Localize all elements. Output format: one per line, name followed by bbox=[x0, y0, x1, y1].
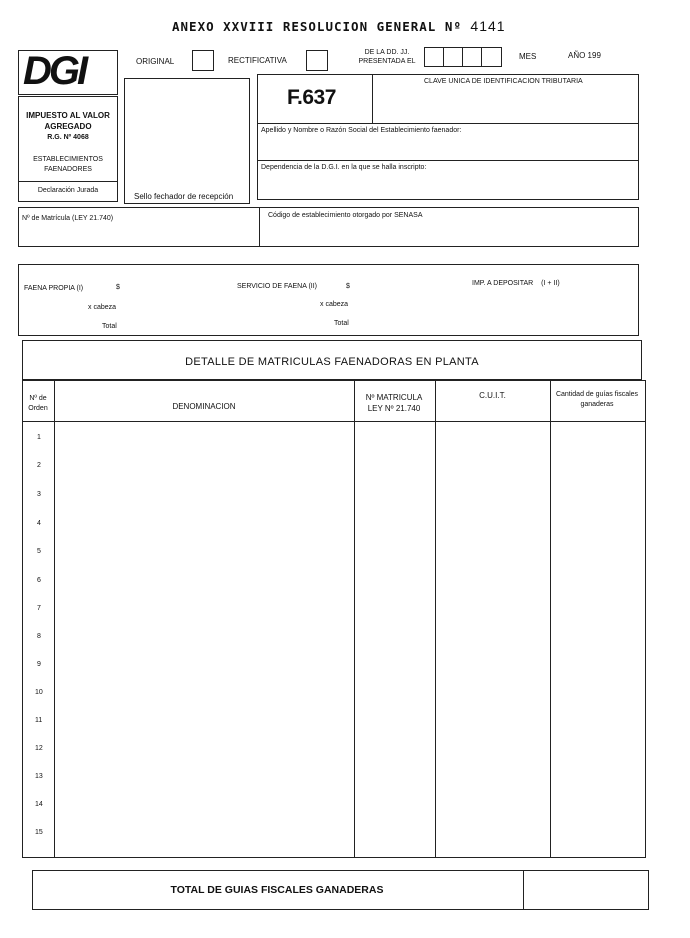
imp-depositar-text: IMP. A DEPOSITAR bbox=[472, 280, 534, 287]
cuit-field[interactable] bbox=[373, 90, 635, 120]
original-label: ORIGINAL bbox=[136, 57, 175, 66]
form-number: F.637 bbox=[287, 86, 336, 109]
imp-depositar-formula: (I + II) bbox=[541, 280, 560, 287]
col-orden-header: Nº de Orden bbox=[28, 395, 48, 412]
dgi-logo: DGI bbox=[23, 49, 86, 93]
table-row-number: 13 bbox=[35, 773, 43, 780]
senasa-field[interactable] bbox=[262, 222, 636, 244]
total-label: TOTAL DE GUIAS FISCALES GANADERAS bbox=[170, 884, 384, 896]
sello-box bbox=[124, 78, 250, 204]
anio-label: AÑO 199 bbox=[568, 51, 601, 60]
servicio-faena-label: SERVICIO DE FAENA (II) bbox=[237, 283, 318, 290]
servicio-faena-total: Total bbox=[334, 320, 349, 327]
table-row-number: 5 bbox=[37, 548, 41, 555]
impuesto-line4: ESTABLECIMIENTOS bbox=[33, 156, 103, 163]
table-row-number: 15 bbox=[35, 829, 43, 836]
servicio-faena-cabeza: x cabeza bbox=[320, 301, 349, 308]
faena-propia-dollar: $ bbox=[116, 284, 120, 291]
form-title-number: 4141 bbox=[470, 18, 506, 34]
guias-column-field[interactable] bbox=[551, 422, 644, 856]
table-row-number: 7 bbox=[37, 605, 41, 612]
matricula-label: Nº de Matrícula (LEY 21.740) bbox=[22, 215, 114, 222]
table-row-number: 2 bbox=[37, 462, 41, 469]
impuesto-line3: R.G. Nº 4068 bbox=[47, 134, 89, 141]
presentada-label-1: DE LA DD. JJ. bbox=[364, 49, 410, 56]
col-matricula-header-1: Nº MATRICULA bbox=[365, 393, 423, 402]
faena-propia-label: FAENA PROPIA (I) bbox=[24, 285, 84, 292]
form-title-text: ANEXO XXVIII RESOLUCION GENERAL Nº bbox=[172, 19, 462, 34]
dependencia-label: Dependencia de la D.G.I. en la que se halla inscripto: bbox=[261, 164, 427, 171]
table-row-number: 10 bbox=[35, 689, 43, 696]
cuit-label: CLAVE UNICA DE IDENTIFICACION TRIBUTARIA bbox=[424, 78, 583, 85]
table-row-number: 4 bbox=[37, 520, 41, 527]
form-title bbox=[172, 18, 506, 34]
table-row-number: 11 bbox=[35, 717, 43, 724]
sello-label: Sello fechador de recepción bbox=[134, 192, 234, 201]
dependencia-field[interactable] bbox=[260, 174, 636, 198]
col-denominacion-header: DENOMINACION bbox=[172, 402, 236, 411]
logo-box bbox=[18, 50, 118, 95]
rectificativa-label: RECTIFICATIVA bbox=[228, 56, 287, 65]
imp-depositar-label bbox=[472, 280, 560, 287]
apellido-field[interactable] bbox=[260, 136, 636, 156]
impuesto-line2: AGREGADO bbox=[44, 122, 92, 131]
rectificativa-checkbox[interactable] bbox=[306, 50, 328, 71]
faena-propia-total: Total bbox=[102, 323, 117, 330]
table-row-number: 3 bbox=[37, 491, 41, 498]
faena-propia-cabeza: x cabeza bbox=[88, 304, 117, 311]
impuesto-line5: FAENADORES bbox=[44, 166, 92, 173]
table-row-number: 8 bbox=[37, 633, 41, 640]
table-row-number: 12 bbox=[35, 745, 43, 752]
detalle-title: DETALLE DE MATRICULAS FAENADORAS EN PLANTA bbox=[185, 356, 479, 368]
col-matricula-header-2: LEY Nº 21.740 bbox=[367, 404, 421, 413]
matricula-field[interactable] bbox=[20, 225, 256, 245]
servicio-faena-dollar: $ bbox=[346, 283, 350, 290]
total-field[interactable] bbox=[524, 872, 646, 908]
senasa-label: Código de establecimiento otorgado por SENASA bbox=[268, 212, 423, 219]
table-row-number: 14 bbox=[35, 801, 43, 808]
cuit-column-field[interactable] bbox=[436, 422, 549, 856]
original-checkbox[interactable] bbox=[192, 50, 214, 71]
table-row-number: 6 bbox=[37, 577, 41, 584]
impuesto-line1: IMPUESTO AL VALOR bbox=[26, 111, 110, 120]
col-cuit-header: C.U.I.T. bbox=[479, 391, 506, 400]
table-row-number: 9 bbox=[37, 661, 41, 668]
matricula-column-field[interactable] bbox=[355, 422, 434, 856]
declaracion-jurada-label: Declaración Jurada bbox=[37, 187, 99, 194]
mes-label: MES bbox=[519, 52, 537, 61]
denominacion-column-field[interactable] bbox=[55, 422, 353, 856]
presentada-date-field[interactable] bbox=[424, 47, 502, 67]
apellido-label: Apellido y Nombre o Razón Social del Establecimiento faenador: bbox=[261, 127, 462, 134]
col-guias-header: Cantidad de guías fiscales ganaderas bbox=[555, 391, 639, 408]
presentada-label-2: PRESENTADA EL bbox=[358, 58, 416, 65]
table-row-number: 1 bbox=[37, 434, 41, 441]
row-numbers bbox=[22, 421, 54, 857]
